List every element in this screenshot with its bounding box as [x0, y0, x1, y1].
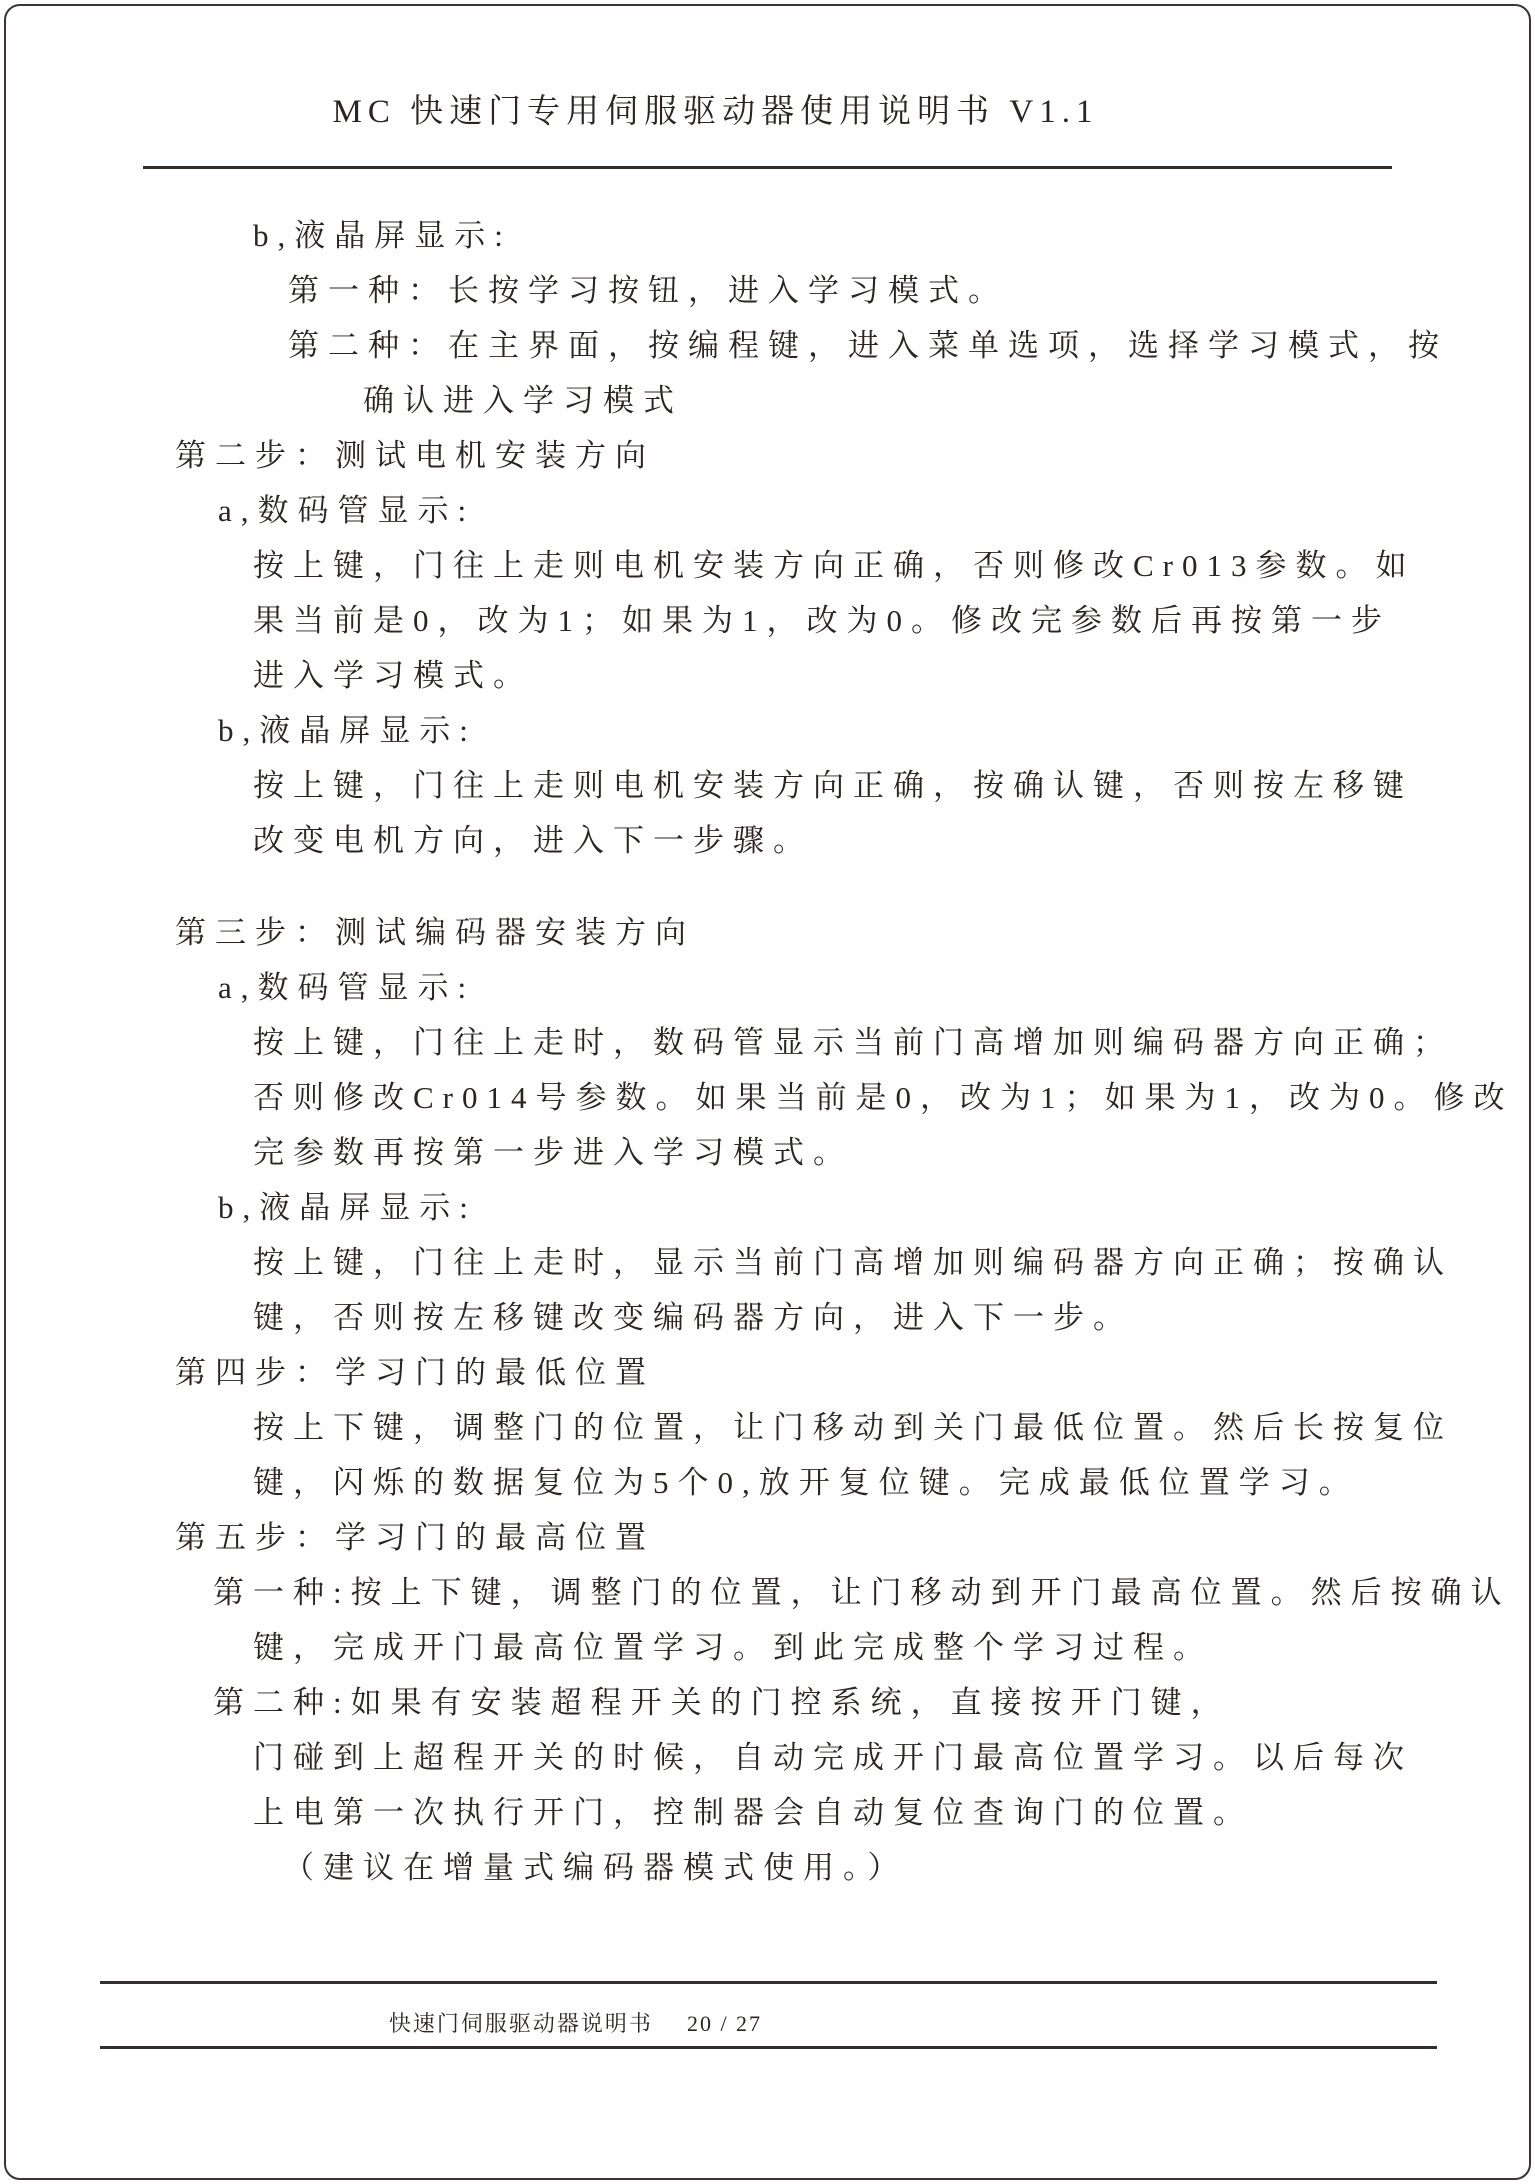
doc-line: 果当前是0，改为1；如果为1，改为0。修改完参数后再按第一步 — [253, 603, 1391, 638]
doc-line: 确认进入学习模式 — [363, 383, 683, 418]
footer-doc-name: 快速门伺服驱动器说明书 — [388, 2011, 653, 2036]
doc-line: （建议在增量式编码器模式使用。） — [283, 1850, 908, 1885]
doc-line: 键，否则按左移键改变编码器方向，进入下一步。 — [253, 1300, 1133, 1335]
doc-line: 按上下键，调整门的位置，让门移动到关门最低位置。然后长按复位 — [253, 1410, 1453, 1445]
doc-line: 第二种:如果有安装超程开关的门控系统，直接按开门键， — [213, 1685, 1231, 1720]
doc-line: 改变电机方向，进入下一步骤。 — [253, 823, 813, 858]
doc-line: 第一种：长按学习按钮，进入学习模式。 — [288, 273, 1008, 308]
doc-line: 第一种:按上下键，调整门的位置，让门移动到开门最高位置。然后按确认 — [213, 1575, 1511, 1610]
doc-line: 按上键，门往上走则电机安装方向正确，按确认键，否则按左移键 — [253, 768, 1413, 803]
page-footer — [0, 2007, 1343, 2041]
page-title: MC 快速门专用伺服驱动器使用说明书 V1.1 — [332, 94, 1099, 130]
doc-line: b,液晶屏显示: — [218, 1190, 477, 1225]
doc-line: a,数码管显示: — [218, 970, 476, 1005]
doc-line: 上电第一次执行开门，控制器会自动复位查询门的位置。 — [253, 1795, 1253, 1830]
doc-line: 进入学习模式。 — [253, 658, 533, 693]
footer-page-number: 20 / 27 — [686, 2011, 763, 2036]
doc-line: 第二步：测试电机安装方向 — [175, 438, 655, 473]
doc-line: 第二种：在主界面，按编程键，进入菜单选项，选择学习模式，按 — [288, 328, 1448, 363]
doc-line: 键，完成开门最高位置学习。到此完成整个学习过程。 — [253, 1630, 1213, 1665]
doc-line: 按上键，门往上走则电机安装方向正确，否则修改Cr013参数。如 — [253, 548, 1416, 583]
footer-rule-top — [100, 1981, 1437, 1984]
doc-line: 门碰到上超程开关的时候，自动完成开门最高位置学习。以后每次 — [253, 1740, 1413, 1775]
doc-line: 否则修改Cr014号参数。如果当前是0，改为1；如果为1，改为0。修改 — [253, 1080, 1514, 1115]
header-rule — [143, 166, 1392, 169]
doc-line: b,液晶屏显示: — [253, 218, 512, 253]
doc-line: 按上键，门往上走时，数码管显示当前门高增加则编码器方向正确； — [253, 1025, 1453, 1060]
doc-line: 第五步：学习门的最高位置 — [175, 1520, 655, 1555]
doc-line: a,数码管显示: — [218, 493, 476, 528]
doc-line: 键，闪烁的数据复位为5个0,放开复位键。完成最低位置学习。 — [253, 1465, 1359, 1500]
footer-rule-bottom — [100, 2046, 1437, 2049]
doc-line: 按上键，门往上走时，显示当前门高增加则编码器方向正确；按确认 — [253, 1245, 1453, 1280]
doc-line: 第三步：测试编码器安装方向 — [175, 915, 695, 950]
document-body — [0, 208, 1535, 1895]
doc-line: 第四步：学习门的最低位置 — [175, 1355, 655, 1390]
doc-line: b,液晶屏显示: — [218, 713, 477, 748]
doc-line: 完参数再按第一步进入学习模式。 — [253, 1135, 853, 1170]
